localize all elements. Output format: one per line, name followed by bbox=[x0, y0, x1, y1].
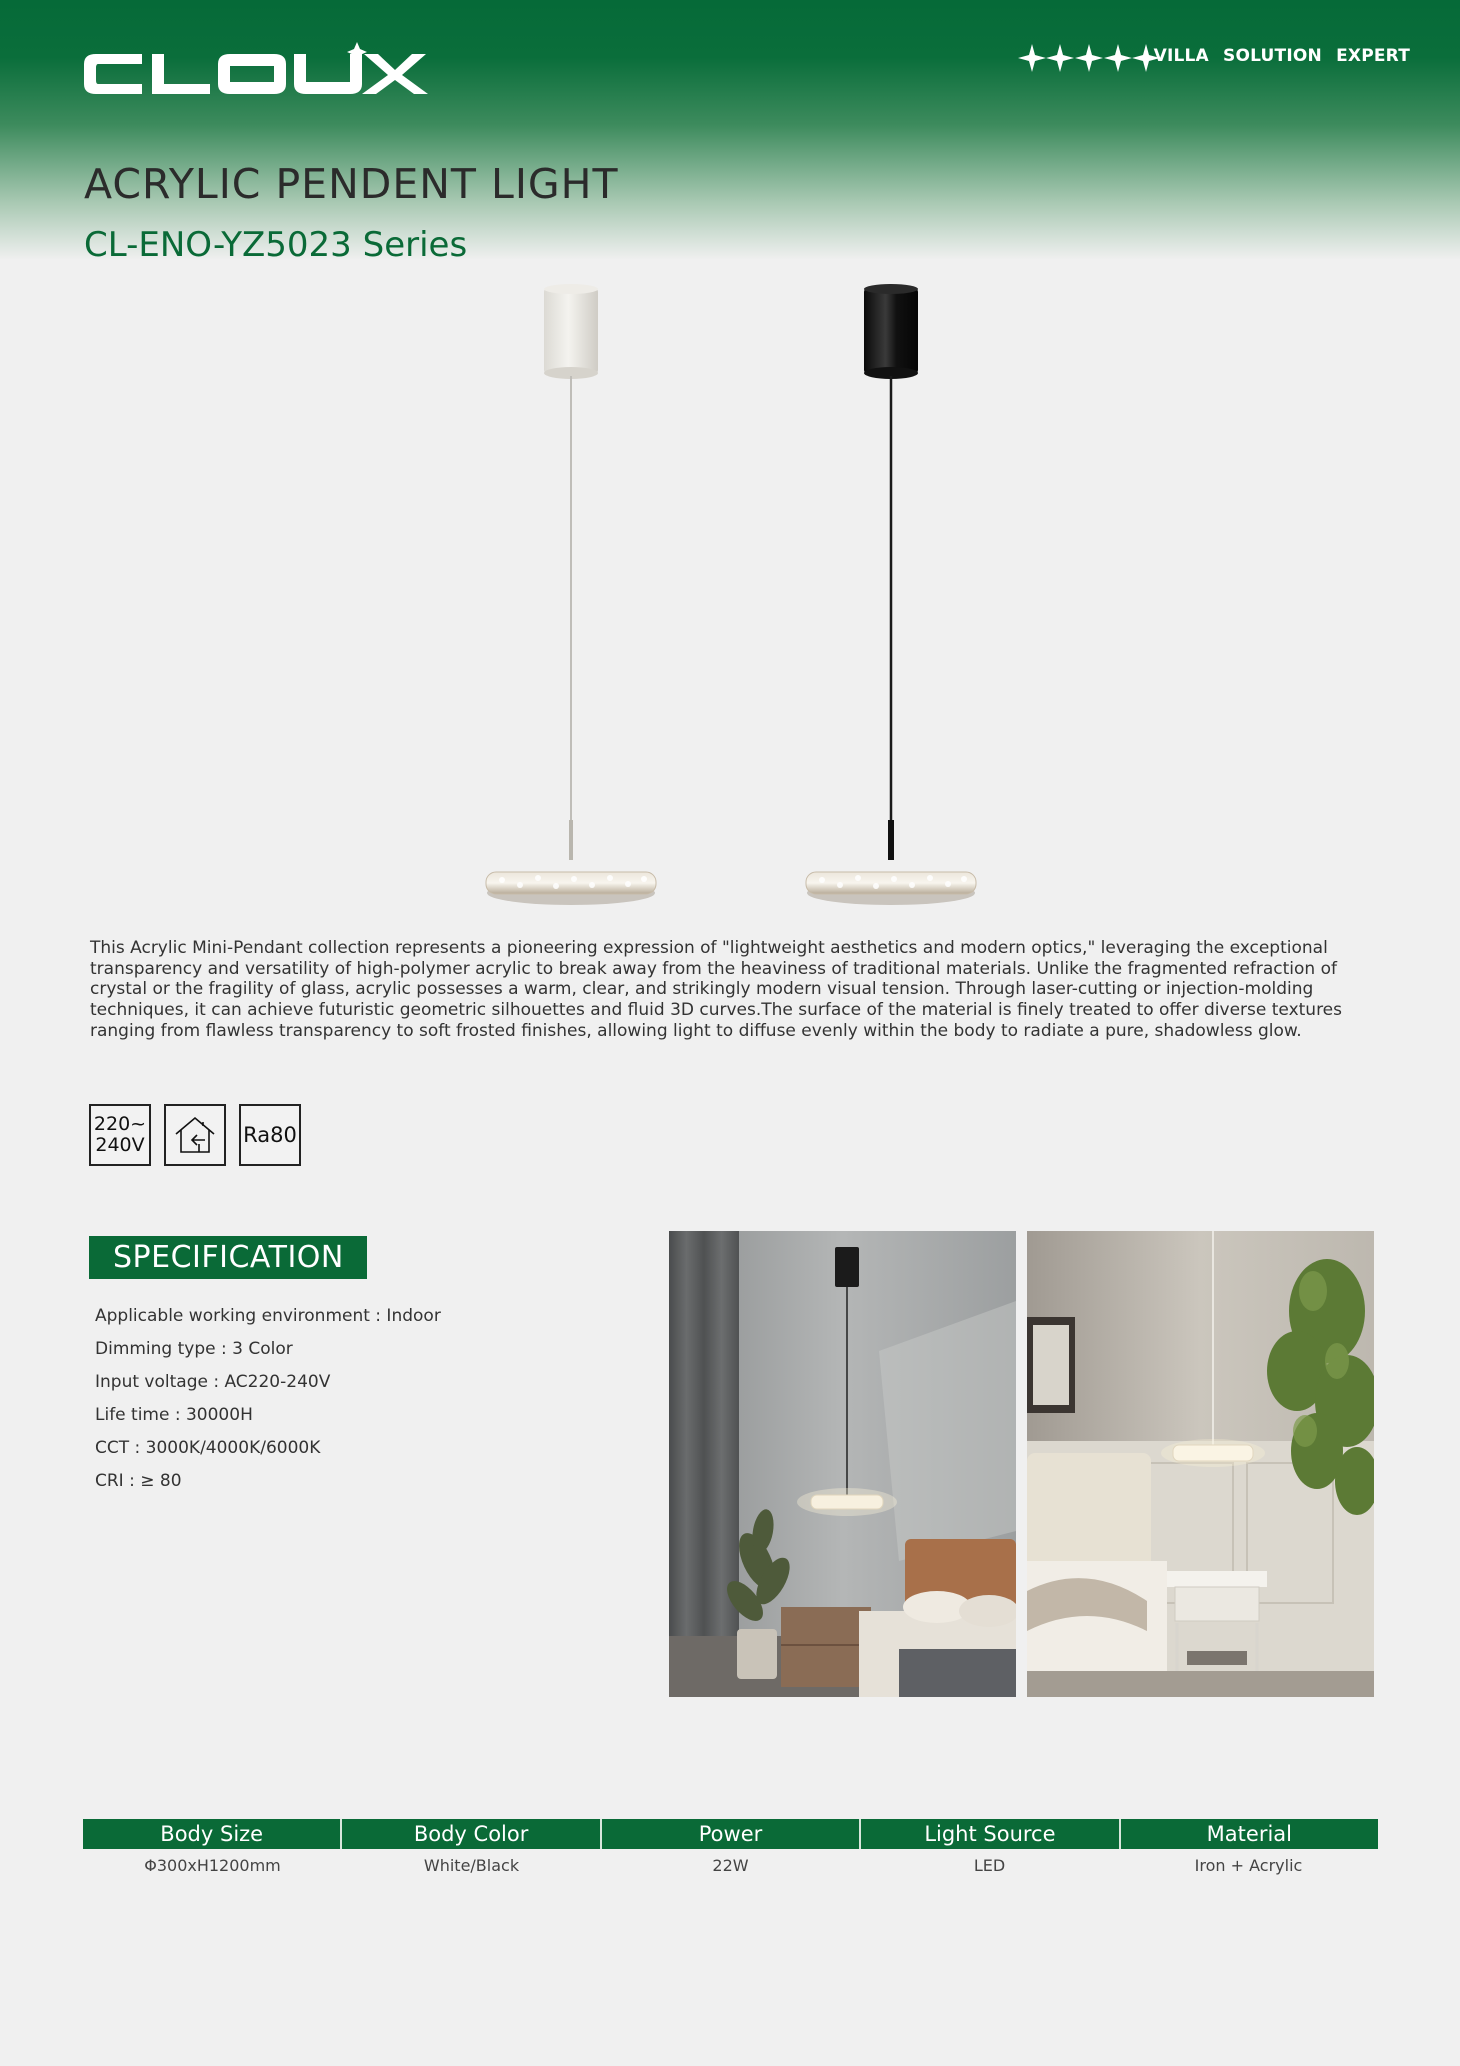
table-header-cell bbox=[602, 1819, 861, 1849]
table-row bbox=[83, 1856, 1378, 1875]
five-stars-icon bbox=[1018, 40, 1160, 76]
table-cell-body-size: Φ300xH1200mm bbox=[144, 1856, 281, 1875]
table-cell-power: 22W bbox=[712, 1856, 749, 1875]
cloux-logo bbox=[84, 42, 436, 104]
product-image bbox=[440, 280, 1020, 920]
spec-item: CCT : 3000K/4000K/6000K bbox=[95, 1438, 321, 1458]
table-header-cell bbox=[1121, 1819, 1378, 1849]
bedroom-photo-white-pendant bbox=[1027, 1231, 1374, 1697]
series-name: CL-ENO-YZ5023 Series bbox=[84, 225, 468, 265]
page-title: ACRYLIC PENDENT LIGHT bbox=[84, 160, 619, 208]
indoor-house-icon bbox=[172, 1114, 218, 1156]
table-header-cell bbox=[83, 1819, 342, 1849]
spec-item: Dimming type : 3 Color bbox=[95, 1339, 293, 1359]
table-header-power: Power bbox=[698, 1822, 763, 1846]
table-header-material: Material bbox=[1206, 1822, 1292, 1846]
spec-item: Life time : 30000H bbox=[95, 1405, 253, 1425]
black-pendant bbox=[806, 284, 976, 905]
table-cell-light-source: LED bbox=[973, 1856, 1006, 1875]
product-description: This Acrylic Mini-Pendant collection represents a pioneering expression of "lightweight aesthetics and modern optics," leveraging the exceptional transparency and versatility of high-polymer acrylic to break away from the heaviness of traditional materials. Unlike the fragmented refraction of crystal or the fragility of glass, acrylic possesses a warm, clear, and strikingly modern visual tension. Through laser-cutting or injection-molding techniques, it can achieve futuristic geometric silhouettes and fluid 3D curves.The surface of the material is finely treated to offer diverse textures ranging from flawless transparency to soft frosted finishes, allowing light to diffuse evenly within the body to radiate a pure, shadowless glow. bbox=[90, 938, 1342, 1041]
voltage-badge-line2: 240V bbox=[95, 1134, 145, 1156]
specification-heading: SPECIFICATION bbox=[89, 1236, 367, 1279]
table-header-light-source: Light Source bbox=[924, 1822, 1056, 1846]
spec-item: Input voltage : AC220-240V bbox=[95, 1372, 331, 1392]
product-table-header bbox=[83, 1819, 1378, 1849]
table-cell-body-color: White/Black bbox=[423, 1856, 520, 1875]
voltage-badge-line1: 220~ bbox=[93, 1113, 147, 1135]
tagline: VILLA SOLUTION EXPERT bbox=[1153, 46, 1410, 66]
table-header-cell bbox=[342, 1819, 601, 1849]
white-pendant bbox=[486, 284, 656, 905]
table-header-body-color: Body Color bbox=[413, 1822, 529, 1846]
table-cell-material: Iron + Acrylic bbox=[1194, 1856, 1303, 1875]
header-band bbox=[0, 0, 1460, 260]
table-header-body-size: Body Size bbox=[160, 1822, 264, 1846]
specification-list bbox=[95, 1300, 441, 1498]
spec-item: CRI : ≥ 80 bbox=[95, 1471, 182, 1491]
bedroom-photo-black-pendant bbox=[669, 1231, 1016, 1697]
voltage-badge bbox=[89, 1104, 151, 1166]
cri-badge: Ra80 bbox=[239, 1104, 301, 1166]
table-header-cell bbox=[861, 1819, 1120, 1849]
spec-item: Applicable working environment : Indoor bbox=[95, 1306, 441, 1326]
indoor-badge bbox=[164, 1104, 226, 1166]
